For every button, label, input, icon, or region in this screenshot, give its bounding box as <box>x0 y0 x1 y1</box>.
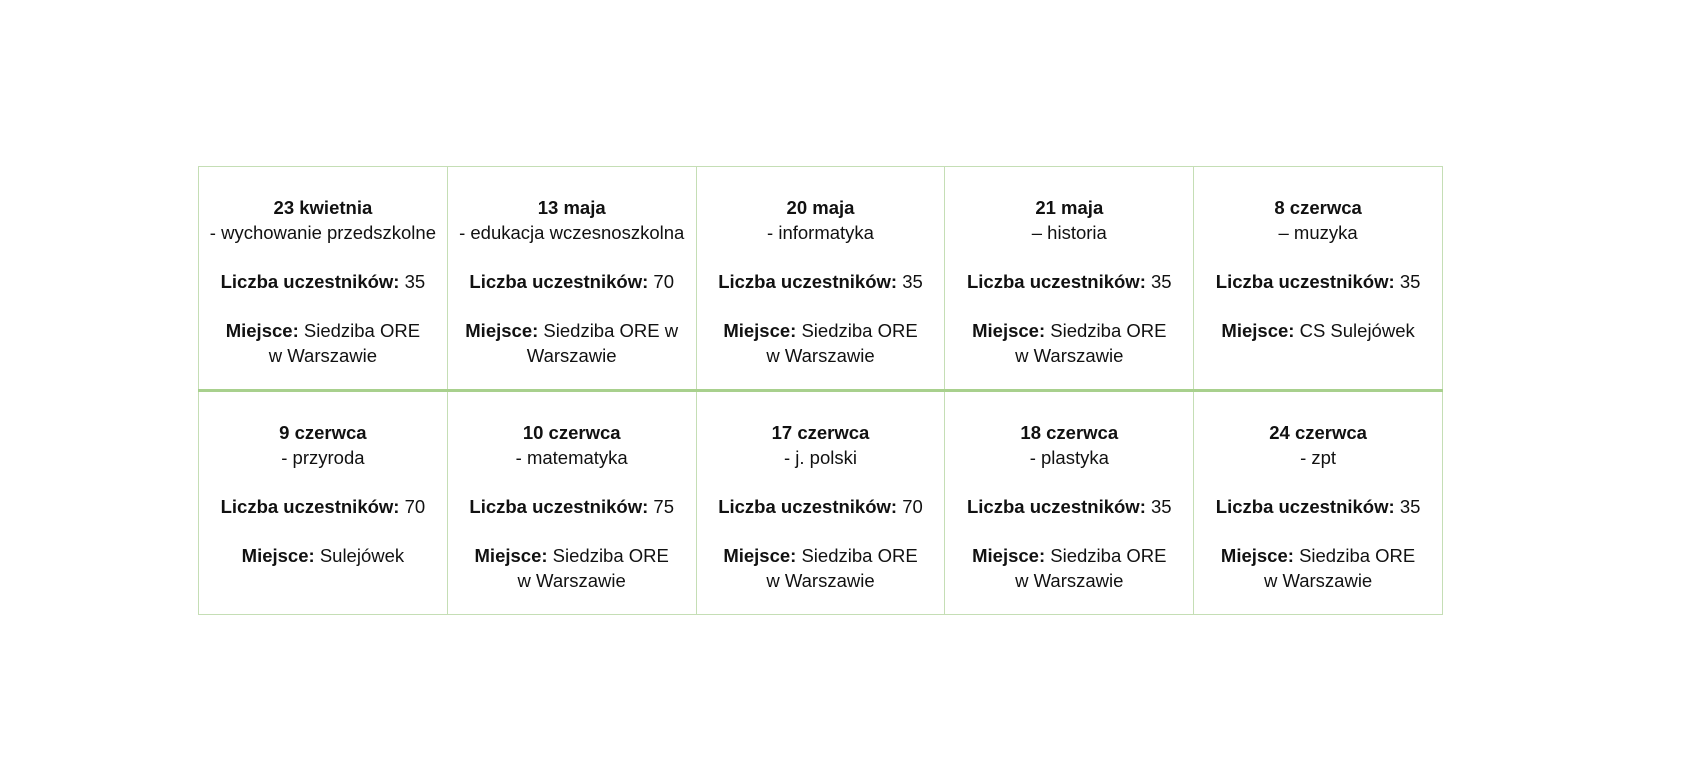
session-date: 20 maja <box>786 197 855 218</box>
place-value: Siedziba ORE <box>801 320 918 341</box>
session-subject: - matematyka <box>515 447 628 468</box>
participants-line <box>697 269 945 294</box>
session-date: 23 kwietnia <box>273 197 373 218</box>
participants-count: 70 <box>404 496 426 517</box>
session-cell <box>1194 167 1443 391</box>
place-label: Miejsce: <box>241 545 315 566</box>
place-value-continued: w Warszawie <box>1263 570 1373 591</box>
participants-count: 70 <box>653 271 674 292</box>
place-label: Miejsce: <box>1220 545 1294 566</box>
session-content <box>1194 167 1442 343</box>
place-value: Siedziba ORE <box>1050 320 1167 341</box>
place-value: Sulejówek <box>319 545 405 566</box>
place-label: Miejsce: <box>474 545 548 566</box>
place-line <box>945 543 1193 568</box>
session-content <box>697 167 945 368</box>
place-value: Siedziba ORE <box>552 545 669 566</box>
place-line <box>448 318 696 343</box>
place-value-continued: w Warszawie <box>517 570 626 591</box>
place-label: Miejsce: <box>972 320 1046 341</box>
participants-line <box>448 269 696 294</box>
session-subject: – historia <box>1031 222 1107 243</box>
participants-line <box>1194 494 1442 519</box>
session-date: 8 czerwca <box>1274 197 1362 218</box>
place-label: Miejsce: <box>1221 320 1295 341</box>
session-subject: - wychowanie przedszkolne <box>209 222 436 243</box>
session-cell <box>199 167 448 391</box>
session-cell <box>447 391 696 615</box>
place-line <box>697 318 945 343</box>
participants-line <box>945 494 1193 519</box>
session-subject: – muzyka <box>1278 222 1358 243</box>
session-date: 9 czerwca <box>279 422 367 443</box>
session-cell <box>696 391 945 615</box>
place-value-continued: w Warszawie <box>1015 570 1124 591</box>
table-row <box>199 167 1443 391</box>
participants-count: 35 <box>1399 496 1421 517</box>
place-value-continued: w Warszawie <box>268 345 378 366</box>
session-cell <box>945 391 1194 615</box>
participants-line <box>1194 269 1442 294</box>
participants-label: Liczba uczestników: <box>469 271 649 292</box>
place-label: Miejsce: <box>972 545 1046 566</box>
place-value-continued: w Warszawie <box>1015 345 1124 366</box>
participants-line <box>448 494 696 519</box>
session-content <box>199 167 447 368</box>
session-cell <box>945 167 1194 391</box>
session-date: 21 maja <box>1035 197 1104 218</box>
participants-count: 35 <box>1151 271 1172 292</box>
session-subject: - informatyka <box>767 222 874 243</box>
place-line <box>1194 318 1442 343</box>
place-line <box>199 543 447 568</box>
place-value: Siedziba ORE <box>1299 545 1416 566</box>
session-date: 10 czerwca <box>522 422 621 443</box>
session-cell <box>199 391 448 615</box>
participants-count: 35 <box>902 271 923 292</box>
participants-label: Liczba uczestników: <box>966 496 1146 517</box>
participants-label: Liczba uczestników: <box>718 496 898 517</box>
training-schedule-table <box>198 166 1443 615</box>
session-content <box>448 167 696 368</box>
place-label: Miejsce: <box>723 320 797 341</box>
participants-label: Liczba uczestników: <box>220 271 400 292</box>
participants-line <box>199 494 447 519</box>
session-cell <box>447 167 696 391</box>
place-value: Siedziba ORE <box>801 545 918 566</box>
place-value: CS Sulejówek <box>1299 320 1415 341</box>
place-value-continued: Warszawie <box>526 345 617 366</box>
session-date: 24 czerwca <box>1269 422 1367 443</box>
session-subject: - j. polski <box>783 447 857 468</box>
session-date: 13 maja <box>537 197 606 218</box>
participants-label: Liczba uczestników: <box>1215 496 1395 517</box>
participants-count: 35 <box>404 271 426 292</box>
session-content <box>1194 392 1442 593</box>
place-value-continued: w Warszawie <box>766 570 875 591</box>
session-subject: - edukacja wczesnoszkolna <box>459 222 685 243</box>
participants-line <box>945 269 1193 294</box>
session-content <box>697 392 945 593</box>
participants-label: Liczba uczestników: <box>718 271 898 292</box>
place-label: Miejsce: <box>465 320 539 341</box>
session-content <box>448 392 696 593</box>
place-line <box>697 543 945 568</box>
session-subject: - zpt <box>1300 447 1337 468</box>
participants-count: 70 <box>902 496 923 517</box>
place-value: Siedziba ORE <box>1050 545 1167 566</box>
session-cell <box>1194 391 1443 615</box>
participants-label: Liczba uczestników: <box>1215 271 1395 292</box>
participants-count: 35 <box>1151 496 1172 517</box>
session-date: 18 czerwca <box>1020 422 1119 443</box>
place-line <box>448 543 696 568</box>
session-content <box>945 392 1193 593</box>
place-value: Siedziba ORE w <box>543 320 679 341</box>
session-subject: - przyroda <box>281 447 365 468</box>
participants-label: Liczba uczestników: <box>469 496 649 517</box>
table-row <box>199 391 1443 615</box>
participants-line <box>697 494 945 519</box>
place-line <box>1194 543 1442 568</box>
session-subject: - plastyka <box>1029 447 1109 468</box>
place-label: Miejsce: <box>225 320 299 341</box>
place-value-continued: w Warszawie <box>766 345 875 366</box>
place-line <box>945 318 1193 343</box>
participants-label: Liczba uczestników: <box>220 496 400 517</box>
place-label: Miejsce: <box>723 545 797 566</box>
participants-count: 35 <box>1399 271 1421 292</box>
place-value: Siedziba ORE <box>303 320 421 341</box>
session-content <box>945 167 1193 368</box>
participants-line <box>199 269 447 294</box>
participants-label: Liczba uczestników: <box>966 271 1146 292</box>
place-line <box>199 318 447 343</box>
participants-count: 75 <box>653 496 674 517</box>
session-cell <box>696 167 945 391</box>
session-content <box>199 392 447 568</box>
session-date: 17 czerwca <box>771 422 870 443</box>
